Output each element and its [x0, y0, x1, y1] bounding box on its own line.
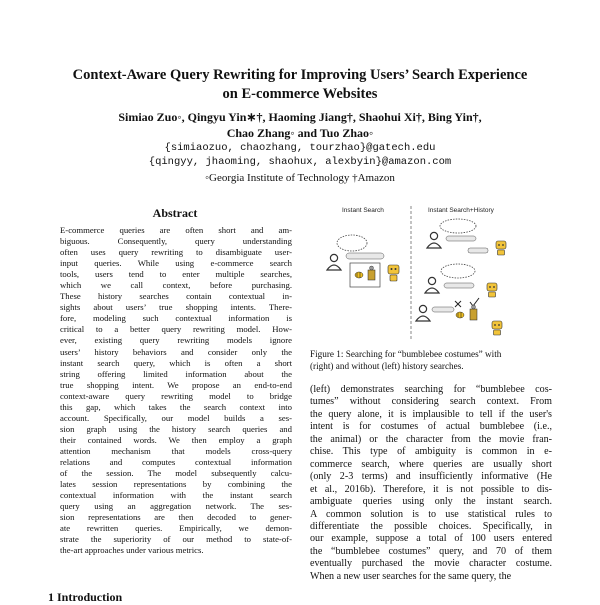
abstract-body: [60, 225, 292, 556]
left-panel: [327, 235, 399, 287]
right-thought-bubble-1: [440, 219, 476, 233]
left-bee-icon: [355, 272, 363, 278]
abstract-text-line: These history searches contain contextual in-: [60, 291, 292, 302]
body-text-line: ambiguate queries using only the instant search.: [310, 496, 552, 508]
abstract-text-line: input queries. While using e-commerce search: [60, 258, 292, 269]
caption-line-2: (right) and without (left) history searches.: [310, 360, 464, 371]
right-thought-bubble-2: [441, 264, 475, 278]
right-query-bar-2: [444, 283, 474, 288]
abstract-text-line: sion graph using the history search queries and: [60, 423, 292, 434]
abstract-heading: Abstract: [152, 206, 198, 220]
abstract-text-line: which we call context, before purchasing.: [60, 280, 292, 291]
left-thought-bubble: [337, 235, 367, 251]
body-text-line: tumes” without considering search context. From: [310, 396, 552, 408]
figure-1-illustration: [310, 203, 550, 343]
abstract-text-line: attention mechanism that models cross-query: [60, 445, 292, 456]
abstract-text-line: their contained words. We then employ a graph: [60, 434, 292, 445]
left-robot-icon: [388, 265, 399, 281]
body-text-line: A common solution is to use statistical rules to: [310, 508, 552, 520]
abstract-text-line: context-aware query rewriting model to bridge: [60, 390, 292, 401]
left-product-box: [350, 263, 380, 287]
figure-label-left: Instant Search: [342, 207, 384, 214]
right-character-icon: [470, 305, 477, 320]
right-user-icon-2: [425, 277, 439, 293]
abstract-text-line: users’ history behaviors and consider only the: [60, 346, 292, 357]
body-text-line: chise. This type of ambiguity is common in e-: [310, 446, 552, 458]
email-line-1: {simiaozuo, chaozhang, tourzhao}@gatech.edu: [164, 142, 436, 154]
authors-line-2: Chao Zhang◦ and Tuo Zhao◦: [226, 126, 374, 140]
title-line-2: on E-commerce Websites: [222, 86, 378, 102]
abstract-text-line: biguous. Consequently, query understanding: [60, 236, 292, 247]
author-list: [40, 109, 560, 141]
right-robot-icon-2: [487, 283, 497, 297]
abstract-text-line: account. Specifically, our model builds a ses-: [60, 412, 292, 423]
abstract-text-line: true shopping intent. We propose an end-to-end: [60, 379, 292, 390]
left-query-bar: [346, 253, 384, 259]
abstract-text-line: E-commerce queries are often short and am-: [60, 225, 292, 235]
left-user-icon: [327, 254, 341, 270]
abstract-text-line: relations and computes contextual information: [60, 456, 292, 467]
abstract-text-line: instant search query, which is often a short: [60, 357, 292, 368]
body-text-line: the “bumblebee costumes” query, and 70 of them: [310, 545, 552, 557]
abstract-text-line: string offering limited information about the: [60, 368, 292, 379]
right-query-bar-3: [432, 307, 454, 312]
introduction-body: [310, 384, 552, 583]
right-panel: [416, 219, 506, 335]
right-reject-cross-icon: [455, 301, 461, 307]
section-heading-introduction: 1 Introduction: [48, 590, 123, 604]
abstract-text-line: sights about users’ true shopping intents. There-: [60, 302, 292, 313]
body-text-line: eventually purchased the movie character costume.: [310, 558, 552, 570]
body-text-line: our example, suppose a total of 100 users entered: [310, 533, 552, 545]
right-check-icon: [470, 298, 479, 306]
abstract-text-line: often uses query rewriting to disambiguate user-: [60, 247, 292, 258]
right-robot-icon-3: [492, 321, 502, 335]
body-text-line: When a new user searches for the same query, the: [310, 570, 512, 582]
authors-line-1: Simiao Zuo◦, Qingyu Yin∗†, Haoming Jiang†, Shaohui Xi†, Bing Yin†,: [118, 110, 482, 124]
figure-1-caption: [310, 349, 550, 372]
right-query-bar-1: [446, 236, 476, 241]
right-result-bar: [468, 248, 488, 253]
body-text-line: the query alone, it is implausible to tell if the user's: [310, 408, 552, 420]
abstract-text-line: ever, existing query rewriting models ignore: [60, 335, 292, 346]
email-line-2: {qingyy, jhaoming, shaohux, alexbyin}@amazon.com: [148, 156, 452, 168]
abstract-text-line: this gap, which takes the search context into: [60, 401, 292, 412]
body-text-line: the animal) or the character from the movie fran-: [310, 433, 552, 445]
body-text-line: commerce search, where queries are usually short: [310, 458, 552, 470]
abstract-text-line: of the session. The model subsequently calcu-: [60, 468, 292, 479]
right-user-icon-3: [416, 305, 430, 321]
right-user-icon-1: [427, 232, 441, 248]
body-text-line: intent is for costumes of actual bumblebee (i.e.,: [310, 421, 552, 433]
body-text-line: (only 2-3 terms) and insufficiently informative (He: [310, 471, 552, 483]
caption-line-1: Figure 1: Searching for “bumblebee costumes” with: [310, 349, 502, 359]
abstract-text-line: sion representations are then decoded to gener-: [60, 512, 292, 523]
abstract-text-line: fore, modeling such contextual information is: [60, 313, 292, 324]
title-line-1: Context-Aware Query Rewriting for Improving Users’ Search Experience: [72, 67, 528, 83]
abstract-text-line: the-art approaches under various metrics.: [60, 545, 204, 556]
abstract-text-line: tools, users tend to enter multiple searches,: [60, 269, 292, 280]
body-text-line: differentiate the possible choices. Specifically, in: [310, 520, 552, 532]
abstract-text-line: strate the superiority of our method to state-of-: [60, 534, 292, 545]
abstract-text-line: ate rewritten queries. Empirically, we demon-: [60, 523, 292, 534]
figure-label-right: Instant Search+History: [428, 207, 494, 214]
abstract-text-line: lates session representations by combining the: [60, 479, 292, 490]
abstract-text-line: query using an aggregation network. The ses-: [60, 501, 292, 512]
right-robot-icon-1: [496, 241, 506, 255]
paper-title: [40, 66, 560, 104]
abstract-text-line: contextual information with the instant search: [60, 490, 292, 501]
abstract-text-line: critical to a better query rewriting model. How-: [60, 324, 292, 335]
body-text-line: (left) demonstrates searching for “bumblebee cos-: [310, 384, 552, 395]
right-bee-icon: [456, 312, 464, 318]
body-text-line: et al., 2016b). Therefore, it is not possible to dis-: [310, 483, 552, 495]
affiliations: ◦Georgia Institute of Technology †Amazon: [205, 172, 395, 184]
